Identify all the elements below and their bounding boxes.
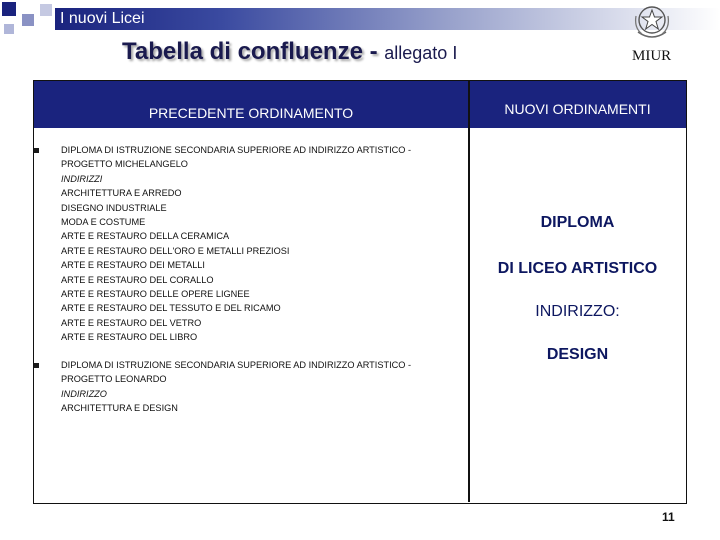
- republic-emblem-icon: [630, 2, 674, 42]
- title-main: Tabella di confluenze -: [122, 38, 385, 65]
- block-line: ARTE E RESTAURO DELL'ORO E METALLI PREZIOSI: [61, 245, 290, 256]
- right-header: NUOVI ORDINAMENTI: [469, 81, 686, 128]
- block-line: ARTE E RESTAURO DEL TESSUTO E DEL RICAMO: [61, 303, 281, 314]
- block-line: PROGETTO LEONARDO: [61, 374, 167, 385]
- block-line: ARTE E RESTAURO DELLE OPERE LIGNEE: [61, 289, 250, 300]
- block-line: ARCHITETTURA E ARREDO: [61, 188, 182, 199]
- header-title: I nuovi Licei: [60, 10, 145, 27]
- square-icon: [40, 4, 52, 16]
- block-line: DIPLOMA DI ISTRUZIONE SECONDARIA SUPERIORE AD INDIRIZZO ARTISTICO -: [61, 360, 412, 370]
- header-bar: [55, 8, 720, 30]
- block-line: ARTE E RESTAURO DELLA CERAMICA: [61, 231, 230, 242]
- miur-label: MIUR: [632, 48, 672, 64]
- confluence-table: [33, 80, 687, 504]
- page-number: 11: [662, 510, 675, 524]
- design-label: DESIGN: [546, 346, 609, 363]
- block-line: ARTE E RESTAURO DEL VETRO: [61, 317, 202, 328]
- block-line: ARTE E RESTAURO DEL LIBRO: [61, 332, 198, 343]
- block-line: MODA E COSTUME: [61, 217, 146, 228]
- square-icon: [2, 2, 16, 16]
- page-title: [122, 38, 457, 66]
- block-line: PROGETTO MICHELANGELO: [61, 159, 188, 170]
- indirizzo-label: INDIRIZZO:: [535, 303, 620, 320]
- block-line: INDIRIZZO: [61, 388, 107, 399]
- bullet-icon: [34, 363, 39, 368]
- square-icon: [22, 14, 34, 26]
- square-icon: [4, 24, 14, 34]
- block-line: ARTE E RESTAURO DEL CORALLO: [61, 274, 214, 285]
- block-line: INDIRIZZI: [61, 173, 103, 184]
- block-line: DIPLOMA DI ISTRUZIONE SECONDARIA SUPERIORE AD INDIRIZZO ARTISTICO -: [61, 145, 412, 155]
- block-line: ARCHITETTURA E DESIGN: [61, 403, 178, 414]
- bullet-icon: [34, 148, 39, 153]
- block-line: DISEGNO INDUSTRIALE: [61, 202, 167, 213]
- diploma-label: DIPLOMA: [540, 214, 615, 231]
- decorative-squares: [0, 0, 60, 40]
- title-sub: allegato I: [384, 43, 458, 63]
- liceo-label: DI LICEO ARTISTICO: [497, 260, 658, 277]
- left-header: PRECEDENTE ORDINAMENTO: [34, 81, 468, 128]
- column-divider: [468, 81, 470, 502]
- block-line: ARTE E RESTAURO DEI METALLI: [61, 260, 205, 271]
